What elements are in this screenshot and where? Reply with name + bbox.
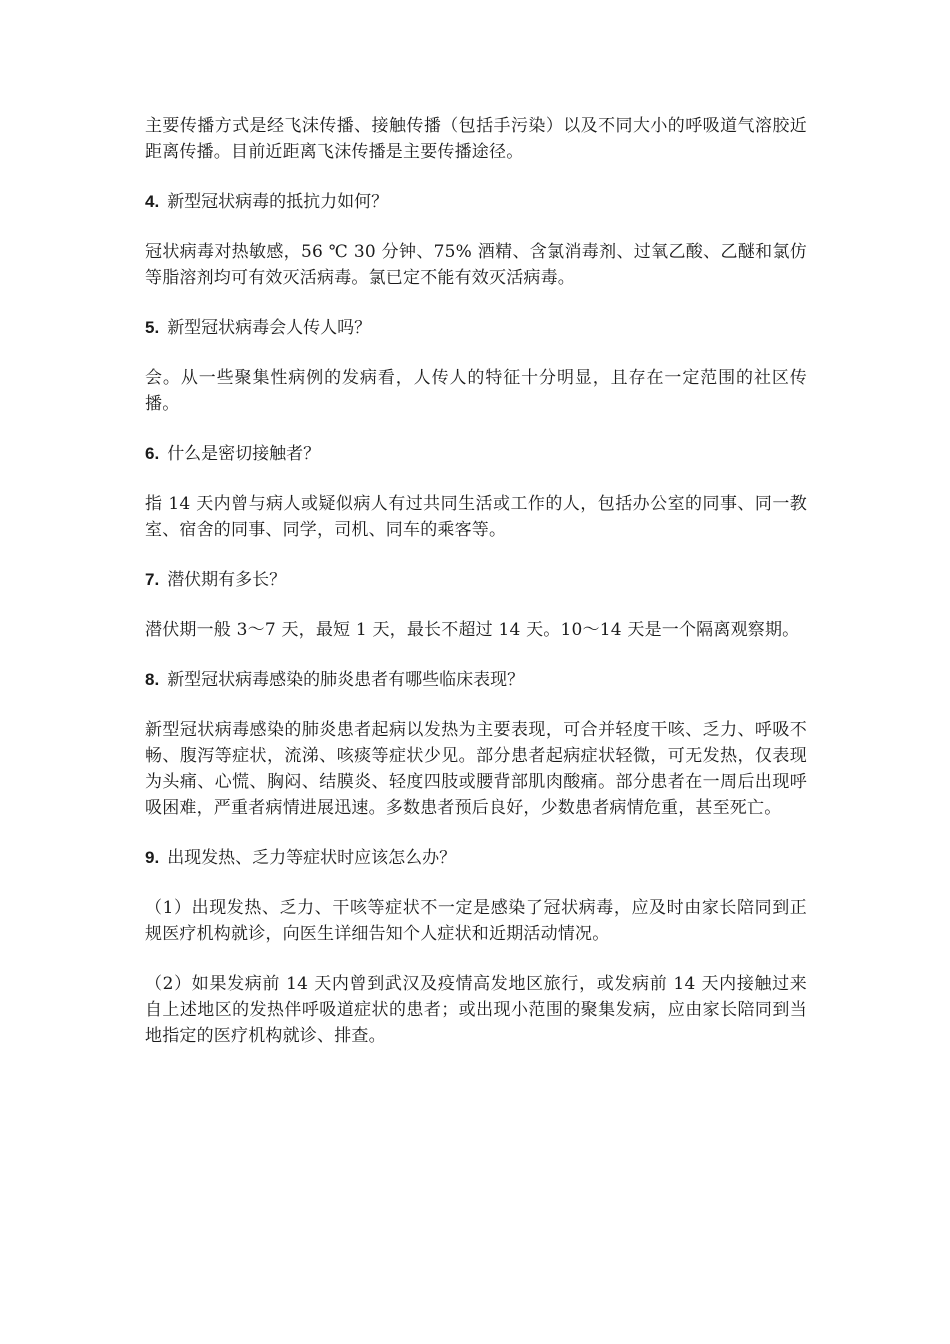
question-text: 新型冠状病毒感染的肺炎患者有哪些临床表现？ xyxy=(167,670,525,690)
question-number: 7. xyxy=(145,570,160,589)
question-9-heading xyxy=(145,845,807,871)
question-number: 4. xyxy=(145,192,160,211)
answer-9-item-1: （1）出现发热、乏力、干咳等症状不一定是感染了冠状病毒，应及时由家长陪同到正规医疗机构就诊，向医生详细告知个人症状和近期活动情况。 xyxy=(145,898,807,944)
question-text: 潜伏期有多长？ xyxy=(167,570,287,590)
question-number: 9. xyxy=(145,848,160,867)
document-page xyxy=(145,113,807,1073)
answer-5-paragraph: 会。从一些聚集性病例的发病看，人传人的特征十分明显，且存在一定范围的社区传播。 xyxy=(145,368,807,414)
answer-4-paragraph: 冠状病毒对热敏感，56 ℃ 30 分钟、75% 酒精、含氯消毒剂、过氧乙酸、乙醚和氯仿等脂溶剂均可有效灭活病毒。氯已定不能有效灭活病毒。 xyxy=(145,242,807,288)
question-text: 新型冠状病毒会人传人吗？ xyxy=(167,318,372,338)
paragraph-transmission: 主要传播方式是经飞沫传播、接触传播（包括手污染）以及不同大小的呼吸道气溶胶近距离传播。目前近距离飞沫传播是主要传播途径。 xyxy=(145,116,807,162)
answer-9-item-2: （2）如果发病前 14 天内曾到武汉及疫情高发地区旅行，或发病前 14 天内接触过来自上述地区的发热伴呼吸道症状的患者；或出现小范围的聚集发病，应由家长陪同到当地指定的医疗机构就诊、排查。 xyxy=(145,974,807,1046)
question-text: 新型冠状病毒的抵抗力如何？ xyxy=(167,192,389,212)
question-4-heading xyxy=(145,189,807,215)
question-number: 5. xyxy=(145,318,160,337)
question-7-heading xyxy=(145,567,807,593)
answer-8-paragraph: 新型冠状病毒感染的肺炎患者起病以发热为主要表现，可合并轻度干咳、乏力、呼吸不畅、腹泻等症状，流涕、咳痰等症状少见。部分患者起病症状轻微，可无发热，仅表现为头痛、心慌、胸闷、结膜炎、轻度四肢或腰背部肌肉酸痛。部分患者在一周后出现呼吸困难，严重者病情进展迅速。多数患者预后良好，少数患者病情危重，甚至死亡。 xyxy=(145,720,807,818)
question-number: 8. xyxy=(145,670,160,689)
question-text: 什么是密切接触者？ xyxy=(167,444,321,464)
question-5-heading xyxy=(145,315,807,341)
answer-7-paragraph: 潜伏期一般 3～7 天，最短 1 天，最长不超过 14 天。10～14 天是一个隔离观察期。 xyxy=(145,620,800,640)
question-number: 6. xyxy=(145,444,160,463)
answer-6-paragraph: 指 14 天内曾与病人或疑似病人有过共同生活或工作的人，包括办公室的同事、同一教室、宿舍的同事、同学，司机、同车的乘客等。 xyxy=(145,494,807,540)
question-8-heading xyxy=(145,667,807,693)
question-text: 出现发热、乏力等症状时应该怎么办？ xyxy=(167,848,457,868)
question-6-heading xyxy=(145,441,807,467)
